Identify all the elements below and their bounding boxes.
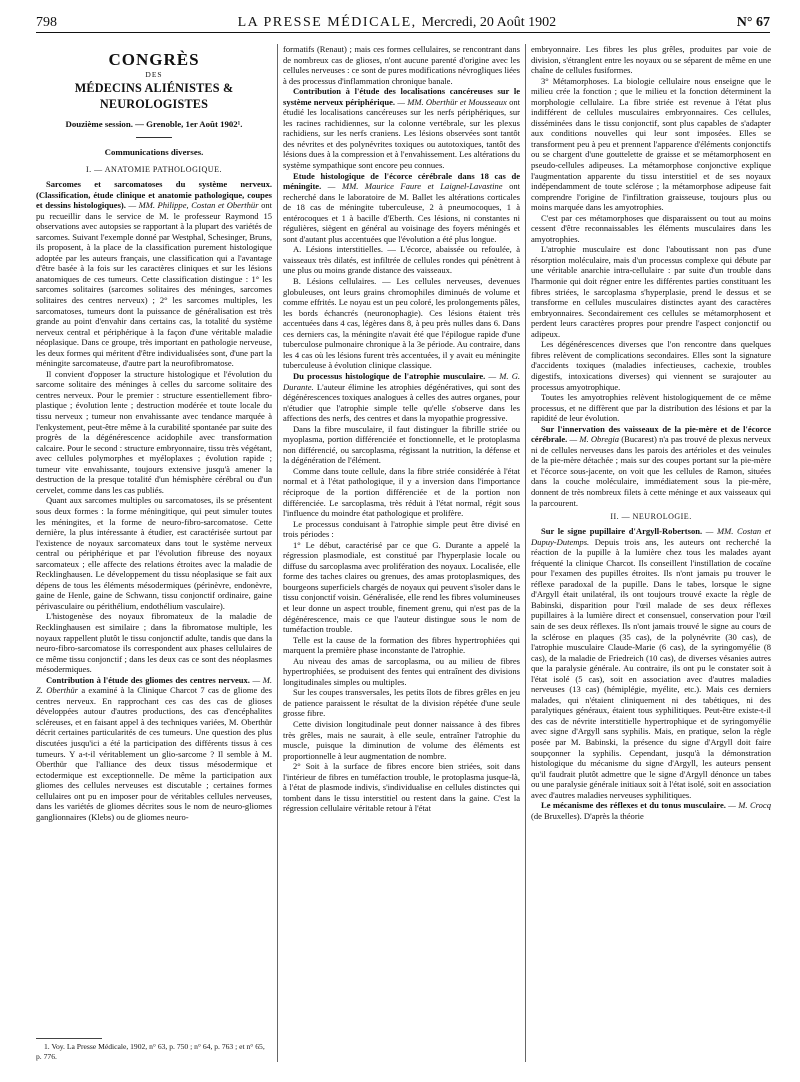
paragraph-text: Cette division longitudinale peut donner naissance à des fibres très grêles, mais ne saurait, à elle seule, entraîner l'atrophie du muscle, puisque la diminution de volume des éléments est proportionnelle à leur augmentation de nombre. (283, 719, 520, 761)
paragraph-text: L'histogenèse des noyaux fibromateux de la maladie de Recklinghausen est similaire ; dans la fibromatose multiple, les noyaux rappellent plutôt le tissu conjonctif adulte, tandis que dans la neuro-fibro-sarcomatose ils correspondent aux phases cellulaires de ce même tissu conjonctif ; dans les deux cas ce sont des néoplasmes mésodermiques. (36, 611, 272, 675)
paragraph (283, 519, 520, 540)
paragraph-text: Telle est la cause de la formation des fibres hypertrophiées qui marquent la première phase inconstante de l'atrophie. (283, 634, 520, 656)
congress-des: DES (145, 70, 163, 79)
paragraph-text: a examiné à la Clinique Charcot 7 cas de gliome des centres nerveux. En rapprochant ces cas des cas de glioses développées autour d'autres productions, des cas d'encéphalites scléreuses, et en faisant appel à des techniques variées, M. Oberthür décrit certaines particularités de ces tumeurs. Une question des plus discutées jusqu'ici a été la participation des différents tissus à ces tumeurs. Y a-t-il véritablement un glio-sarcome ? Il semble à M. Oberthür que l'alliance des deux tissus mésodermique et ectodermique est exceptionnelle. De même la participation aux gliomes des cellules nerveuses est discutable ; certaines formes cellulaires ont pu en imposer pour de véritables cellules nerveuses, dans les variétés de gliomes décrites sous le nom de neuro-gliomes ganglionnaires (Klebs) ou de gliomes neuro- (36, 685, 272, 822)
paragraph (36, 675, 272, 823)
paragraph (283, 371, 520, 424)
author-names: — MM. Oberthür et Mousseaux (395, 96, 507, 107)
paragraph-text: Toutes les amyotrophies relèvent histologiquement de ce même processus, et ne diffèrent que par la distribution des lésions et par la rapidité de leur évolution. (531, 392, 771, 424)
article-heading: Etude histologique de l'écorce cérébrale dans 18 cas de méningite. (283, 170, 520, 192)
paragraph-text: formatifs (Renaut) ; mais ces formes cellulaires, se rencontrant dans de nombreux cas de glioses, n'ont aucune parenté d'origine avec les cellules nerveuses : ce sont de pures modifications névrogliques liées à des processus d'inflammation chronique banale. (283, 44, 520, 86)
section-heading: I. — ANATOMIE PATHOLOGIQUE. (86, 165, 222, 174)
title-divider (136, 137, 172, 138)
column-1-body (36, 179, 272, 822)
paragraph (283, 44, 520, 86)
column-separator (277, 44, 278, 1062)
paragraph-text: 3° Métamorphoses. La biologie cellulaire nous enseigne que le milieu crée la fonction ; que le milieu et la fonction déterminent la morphologie cellulaire. La fibre striée est revenue à l'état plus indifférent de cellules musculaires embryonnaires. Ces cellules, disséminées dans le tissu conjonctif, sont plus capables de s'adapter aux conditions nouvelles qui leur sont imposées. Elles se transforment peu à peu et prennent l'apparence d'éléments conjonctifs ou se chargent d'une gouttelette de graisse et se métamorphosent en pseudo-cellules adipeuses. La métamorphose conjonctive explique l'augmentation apparente du tissu interstitiel et de ses noyaux indépendamment de toute sclérose ; la métamorphose adipeuse fait comprendre l'origine de l'infiltration graisseuse, toujours plus ou moins marquée dans les amyotrophies. (531, 75, 771, 213)
author-names: — M. Crocq (725, 800, 771, 811)
article-heading: Sur le signe pupillaire d'Argyll-Robertson. (541, 526, 703, 537)
communications-heading: Communications diverses. (104, 147, 204, 157)
paragraph (531, 424, 771, 508)
paragraph (283, 635, 520, 656)
paragraph-text: Quant aux sarcomes multiples ou sarcomatoses, ils se présentent sous deux formes : la forme méningitique, qui peut simuler toutes les méningites, et la forme de neuro-fibro-sarcomatose. Cette dernière, la plus intéressante à étudier, est caractérisée surtout par l'existence de noyaux sarcomateux dans tout le système nerveux central ou périphérique et par l'évolution fibreuse des noyaux sarcomateux ; elle affecte des relations étroites avec la maladie de Recklinghausen. Le développement du tissu néoplasique se fait aux dépens de tous les éléments mésodermiques (périnèvre, endonèvre, gaine de Henle, gaine de Schwann, tissu conjonctif ordinaire, gaine périvasculaire ou périthélium, endothélium vasculaire). (36, 495, 272, 611)
column-2 (283, 44, 520, 1066)
article-heading: Du processus histologique de l'atrophie musculaire. (293, 370, 486, 381)
paragraph (531, 44, 771, 76)
paragraph (283, 171, 520, 245)
article-heading: Sur l'innervation des vaisseaux de la pie-mère et de l'écorce cérébrale. (531, 423, 771, 445)
paragraph-text: Le processus conduisant à l'atrophie simple peut être divisé en trois périodes : (283, 518, 520, 540)
column-3 (531, 44, 771, 1066)
column-1 (36, 44, 272, 1066)
paragraph-text: 1° Le début, caractérisé par ce que G. Durante a appelé la régression plasmodiale, est constitué par l'hyperplasie locale ou diffuse du sarcoplasma avec prolifération des noyaux. Localisée, elle forme des taches claires ou grenues, des amas protoplasmiques, des bourgeons superficiels chargés de noyaux qui peuvent s'isoler dans le tissu conjonctif voisin. Généralisée, elle rend les fibres volumineuses et leur donne un aspect trouble, finement grenu, qui n'est pas de la dégénérescence, mais ce que l'auteur distingue sous le nom de tuméfaction trouble. (283, 539, 520, 635)
paragraph-text: A. Lésions interstitielles. — L'écorce, abaissée ou refoulée, à vaisseaux très dilatés, est infiltrée de cellules rondes qui pénètrent à une plus ou moins grande distance des vaisseaux. (283, 244, 520, 276)
issue-date: Mercredi, 20 Août 1902 (421, 15, 557, 30)
paragraph-text: 2° Soit à la surface de fibres encore bien striées, soit dans l'intérieur de fibres en tuméfaction trouble, le protoplasma jusque-là, à l'état de plasmode indivis, s'individualise en cellules distinctes qui tombent dans le tissu interstitiel ou restent dans la gaine. C'est la régression cellulaire véritable retour à l'état (283, 761, 520, 814)
paragraph (283, 276, 520, 371)
author-names: — MM. Maurice Faure et Laignel-Lavastine (321, 181, 503, 192)
congress-subtitle: MÉDECINS ALIÉNISTES & NEUROLOGISTES (74, 81, 234, 111)
paragraph-text: Il convient d'opposer la structure histologique et l'évolution du sarcome solitaire des méninges à celles du sarcome solitaire des centres nerveux. Pour le premier : structure essentiellement fibro-plastique ; évolution lente ; destruction modérée et toute locale du tissu nerveux ; tumeur non envahissante avec tendance marquée à l'enkystement, peut-être même à la curabilité spontanée par suite des progrès de la dégénérescence acidophile avec transformation calcaire. Pour le second : structure embryonnaire, tissu très végétant, avec cellules polymorphes et myéloplaxes ; évolution rapide ; tumeur vite envahissante, toujours extensive jusqu'à amener la destruction de la presque totalité d'un hémisphère cérébral ou d'un cervelet, comme dans les cas publiés. (36, 368, 272, 495)
paragraph-text: B. Lésions cellulaires. — Les cellules nerveuses, devenues globuleuses, ont leurs grains chromophiles diminués de volume et comme effrités. Le noyau est un peu coloré, les prolongements pâles, les bords échancrés (neuronophagie). Ces lésions étaient très accentuées dans 4 cas, légères dans 8, à peu près nulles dans 6. Dans ces derniers cas, la méningite n'avait été que l'épilogue rapide d'une tuberculose pulmonaire chronique à la 3e période. Au contraire, dans les 4 cas où les lésions furent très accentuées, il y avait eu méningite tuberculeuse à évolution clinique classique. (283, 276, 520, 371)
author-names: — M. Obregia (567, 434, 620, 445)
paragraph (283, 761, 520, 814)
paragraph (531, 339, 771, 392)
paragraph-text: L'atrophie musculaire est donc l'aboutissant non pas d'une résorption moléculaire, mais d'un processus complexe qui débute par une véritable anarchie intra-cellulaire : par suite d'un trouble dans l'harmonie qui doit régner entre les différentes parties constituant les fibres striées, le sarcoplasma s'hyperplasie, prend le dessus et se transforme en cellules musculaires distinctes ayant des caractères embryonnaires. Secondairement ces cellules se métamorphosent et perdent leurs caractères propres pour prendre l'aspect conjonctif ou adipeux. (531, 244, 771, 339)
paragraph-text: C'est par ces métamorphoses que disparaissent ou tout au moins cessent d'être reconnaissables les éléments musculaires dans les amyotrophies. (531, 212, 771, 244)
paragraph (531, 526, 771, 800)
author-names: — MM. Philippe, Costan et Oberthür (125, 200, 259, 211)
paragraph (531, 213, 771, 245)
author-names: — MM. Costan et Dupuy-Dutemps. (531, 526, 771, 547)
paragraph (531, 76, 771, 213)
journal-name: LA PRESSE MÉDICALE, (237, 15, 417, 30)
paragraph-text: Comme dans toute cellule, dans la fibre striée considérée à l'état normal et à l'état pathologique, il y a inversion dans l'importance réciproque de la portion différenciée et de la portion non différenciée. Le sarcoplasma, très réduit à l'état normal, régit sous l'influence du moindre état pathologique et prolifère. (283, 465, 520, 519)
footnote-rule (36, 1038, 102, 1039)
paragraph (283, 719, 520, 761)
article-heading: Sarcomes et sarcomatoses du système nerveux. (Classification, étude clinique et anatomie pathologique, coupes et dessins histologiques). (36, 179, 272, 211)
footnote-text: 1. Voy. La Presse Médicale, 1902, n° 63, p. 750 ; n° 64, p. 763 ; et n° 65, p. 776. (36, 1042, 265, 1061)
author-names: — M. G. Durante. (283, 370, 520, 392)
paragraph-text: (de Bruxelles). D'après la théorie (531, 810, 644, 821)
paragraph-text: Au niveau des amas de sarcoplasma, ou au milieu de fibres hypertrophiées, se produisent des fentes qui entraînent des divisions longitudinales simples ou multiples. (283, 655, 520, 687)
paragraph-text: Depuis trois ans, les auteurs ont recherché la réaction de la pupille à la lumière chez tous les malades ayant fréquenté la clinique Charcot. Ils conseillent l'instillation de cocaïne pour l'examen des pupilles étroites. Ils n'ont jamais pu trouver le réflexe paradoxal de la pupille. Dans le tabes, lorsque le signe d'Argyll était unilatéral, ils ont toujours trouvé exacte la règle de Babinski, disparition pour l'œil malade de ses deux réflexes pupillaires à la lumière direct et consensuel, conservation pour l'œil sain de ses deux réflexes. Ils n'ont jamais trouvé le signe au cours de la sclérose en plaques (35 cas), de la polynévrite (30 cas), de l'atrophie musculaire Claude-Marie (6 cas), de la syringomyélie (8 cas), de la maladie de Friedreich (10 cas), de diverses vésanies autres que la paralysie générale. Au contraire, ils ont pu le constater soit à l'état isolé (5 cas), soit en association avec d'autres maladies nerveuses (13 cas) (hémiplégie, myélite, etc.). Mais ces derniers malades, qui n'étaient cliniquement ni des tabétiques, ni des paralytiques généraux, étaient tous syphilitiques. Peut-être existe-t-il des cas de névrite interstitielle hypertrophique et de syringomyélie avec signe d'Argyll sans syphilis. Mais, en pratique, selon la règle posée par M. Babinski, la présence du signe d'Argyll doit faire soupçonner la syphilis. Cependant, jusqu'à la démonstration histologique du mécanisme du signe d'Argyll, les auteurs pensent qu'il faudrait plutôt admettre que le signe d'Argyll dénonce un tabes ou une paralysie générale initiaux soit à l'état isolé, soit en association avec d'autres maladies nerveuses syphilitiques. (531, 536, 771, 800)
page-header (36, 12, 770, 34)
column-separator (525, 44, 526, 1062)
paragraph-text: Dans la fibre musculaire, il faut distinguer la fibrille striée ou myoplasma, portion différenciée et fonctionnelle, et le protoplasma non différencié, ou sarcoplasma, régissant la nutrition, la défense et la dégénération de l'élément. (283, 423, 520, 466)
footnote (36, 1042, 272, 1062)
paragraph (283, 466, 520, 519)
paragraph (36, 369, 272, 496)
paragraph-text: ont recherché dans le laboratoire de M. Ballet les altérations corticales de 18 cas de méningite tuberculeuse, 2 à pneumocoques, 1 à entérocoques et 1 à bacille d'Eberth. Ces lésions, ni constantes ni régulières, siègent en général au voisinage des foyers méningés et sont d'autant plus accentuées que l'évolution a été plus longue. (283, 181, 520, 244)
paragraph (531, 244, 771, 339)
paragraph-text: ont étudié les localisations cancéreuses sur les nerfs périphériques, sur les racines rachidiennes, sur la colonne vertébrale, sur les plexus rachidiens, sur les nerfs craniens. Les lésions observées sont tantôt des névrites et des polynévrites toxiques ou autotoxiques, tantôt des lésions dues à la compression et à l'envahissement. Les altérations du système sympathique sont encore peu connues. (283, 96, 520, 171)
session-line: Douzième session. — Grenoble, 1er Août 1902¹. (65, 119, 243, 129)
paragraph (531, 800, 771, 821)
paragraph (283, 687, 520, 719)
article-heading: Contribution à l'étude des localisations cancéreuses sur le système nerveux périphérique. (283, 86, 520, 107)
paragraph-text: Les dégénérescences diverses que l'on rencontre dans quelques fibres relèvent de complications secondaires. Elles sont la signature d'accidents toxiques (maladies infectieuses, cachexie, troubles digestifs, intoxications diverses) qui viennent se surajouter au processus amyotrophique. (531, 339, 771, 392)
paragraph (283, 86, 520, 170)
paragraph (36, 495, 272, 611)
paragraph (283, 244, 520, 276)
paragraph (283, 540, 520, 635)
paragraph (283, 424, 520, 466)
author-names: — M. Z. Oberthür (36, 674, 272, 696)
paragraph (36, 611, 272, 674)
issue-number: N° 67 (736, 15, 770, 30)
paragraph-text: embryonnaire. Les fibres les plus grêles, produites par voie de division, s'étranglent entre les noyaux ou se séparent de même en une chaîne de cellules fusiformes. (531, 44, 771, 76)
paragraph (36, 179, 272, 369)
paragraph-text: Sur les coupes transversales, les petits îlots de fibres grêles en jeu de patience paraissent le résultat de la division répétée d'une seule grosse fibre. (283, 687, 520, 719)
header-rule (36, 32, 770, 33)
paragraph (531, 392, 771, 424)
section-heading: II. — NEUROLOGIE. (610, 512, 692, 522)
column-2-body (283, 44, 520, 814)
column-3-body (531, 44, 771, 821)
paragraph-text: (Bucarest) n'a pas trouvé de plexus nerveux ni de cellules nerveuses dans les parois des artérioles et des veinules de la pie-mère détachée ; mais sur des coupes portant sur la pie-mère et l'écorce sous-jacente, on voit que les cellules de Ramon, situées dans la couche moléculaire, immédiatement sous la pie-mère, donnent de très nombreux filets à cette méninge et aux vaisseaux qui la parcourent. (531, 434, 771, 508)
article-heading: Contribution à l'étude des gliomes des centres nerveux. (46, 674, 250, 685)
paragraph (283, 656, 520, 688)
article-heading: Le mécanisme des réflexes et du tonus musculaire. (541, 800, 726, 811)
journal-header (238, 15, 557, 31)
paragraph-text: L'auteur élimine les atrophies dégénératives, qui sont des dégénérescences toxiques analogues à celles des autres organes, pour n'étudier que l'atrophie simple telle qu'elle s'observe dans les affections des nerfs, des centres et dans la myopathie progressive. (283, 381, 520, 424)
paragraph-text: ont pu recueillir dans le service de M. le professeur Raymond 15 observations avec autopsies se rapportant à la plupart des variétés de sarcomes. Suivant l'exemple donné par Westphal, Schesinger, Bruns, ils proposent, à la place de la classification purement histologique adoptée par les auteurs français, une classification qui a l'avantage d'être basée à la fois sur les caractères cliniques et sur les lésions anatomiques de ces tumeurs. Cette classification distingue : 1° les sarcomes solitaires (sarcomes solitaires des méninges, sarcomes solitaires des centres nerveux) ; 2° les sarcomes multiples, les sarcomatoses, tumeurs dont la puissance de généralisation est très grande au point d'envahir dans certains cas, la totalité du système nerveux central et périphérique à la façon d'une véritable maladie néoplasique. Dans ce groupe, très important en pathologie nerveuse, les deux formes qui méritent d'être individualisées sont, d'une part la méningite sarcomateuse, d'autre part la neurofibromatose. (36, 200, 272, 369)
congress-title: CONGRÈS (108, 50, 200, 69)
page-number: 798 (36, 15, 57, 30)
